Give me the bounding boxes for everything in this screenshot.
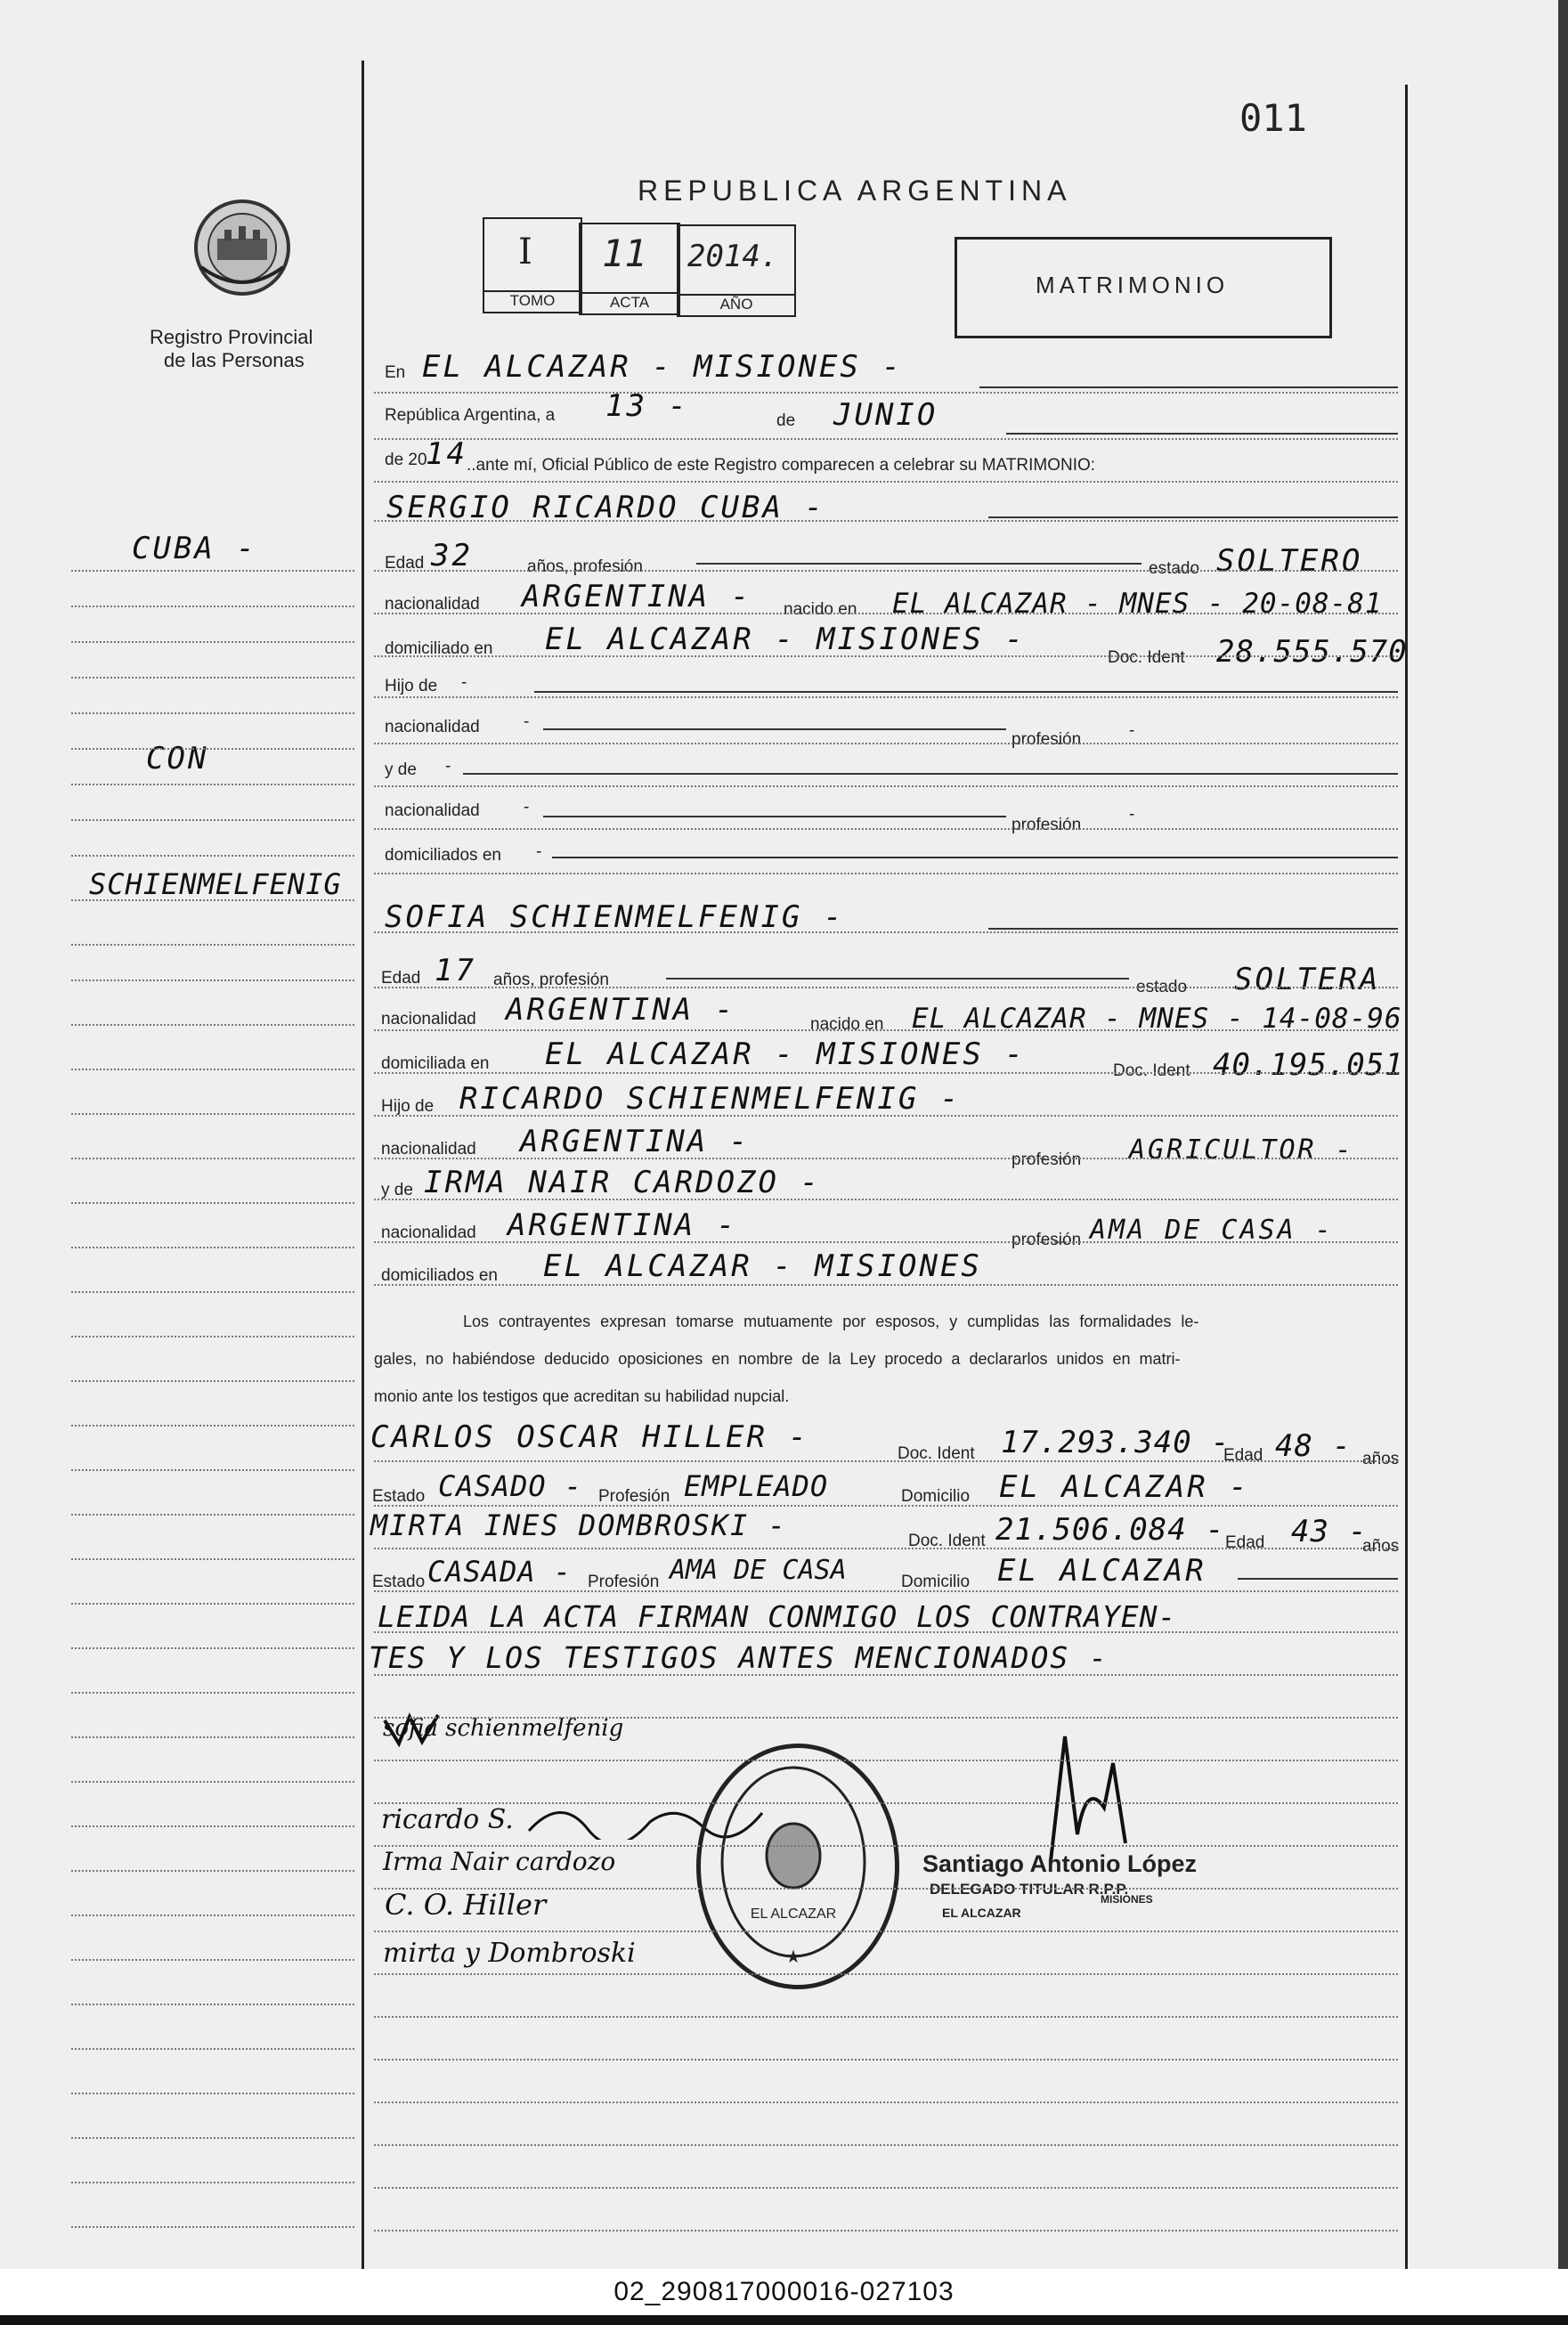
bride-hijo-label: Hijo de [381,1097,435,1116]
bride-name-line [988,928,1398,930]
tomo-box [483,217,582,313]
witness-1-domicilio: EL ALCAZAR - [999,1469,1250,1505]
ano-label: AÑO [678,294,794,313]
margin-ruled-line [71,1425,354,1427]
ruled-line [374,1072,1398,1074]
margin-note-bride-surname: SCHIENMELFENIG [89,867,342,901]
margin-ruled-line [71,1736,354,1738]
right-margin-rule [1405,85,1408,2284]
republica-label: República Argentina, a [385,406,556,425]
groom-doc: 28.555.570 [1216,634,1408,670]
witness-2-profesion: AMA DE CASA [670,1555,847,1586]
witness-2-doc: 21.506.084 - [995,1512,1225,1548]
ruled-line [374,987,1398,988]
witness-2-domicilio: EL ALCAZAR [997,1553,1206,1589]
bride-nacido-label: nacido en [810,1015,884,1034]
bride-prof-madre: AMA DE CASA - [1090,1215,1334,1246]
witness-2-doc-label: Doc. Ident [908,1532,986,1550]
margin-ruled-line [71,1247,354,1248]
ruled-line [374,1931,1398,1932]
bride-estado-label: estado [1136,978,1188,996]
witness-2-profesion-label: Profesión [588,1573,660,1591]
margin-ruled-line [71,1558,354,1560]
groom-edad-label: Edad [385,554,425,573]
groom-hijo: - [461,673,467,692]
margin-note-surname: CUBA - [132,531,257,566]
margin-ruled-line [71,2093,354,2094]
svg-text:★: ★ [785,1947,801,1967]
groom-nacido-label: nacido en [784,600,857,619]
witness-1-doc: 17.293.340 - [1001,1425,1231,1460]
place-line [979,386,1398,388]
ruled-line [374,613,1398,614]
witness-1-anos-label: años [1362,1450,1400,1468]
ruled-line [374,392,1398,394]
groom-hijo-line [534,691,1398,693]
ruled-line [374,828,1398,830]
margin-ruled-line [71,677,354,679]
bride-prof-madre-label: profesión [1011,1231,1082,1249]
bottom-border [0,2315,1568,2325]
signature-witness-1: C. O. Hiller [385,1888,547,1922]
margin-ruled-line [71,980,354,981]
official-title: DELEGADO TITULAR R.P.P. [930,1881,1129,1898]
ruled-line [374,1199,1398,1200]
witness-2-estado: CASADA - [427,1555,573,1589]
ruled-line [374,481,1398,483]
witness-1-edad-label: Edad [1223,1446,1263,1465]
ruled-line [374,2059,1398,2061]
official-name: Santiago Antonio López [922,1850,1197,1877]
margin-ruled-line [71,748,354,750]
groom-anos-profesion-label: años, profesión [527,557,643,576]
groom-profesion-line [696,563,1141,565]
ceremony-place: EL ALCAZAR - MISIONES - [422,349,903,385]
margin-ruled-line [71,784,354,785]
margin-ruled-line [71,570,354,572]
acta-box [579,223,680,315]
ano-box [677,224,796,317]
witness-1-estado-label: Estado [372,1487,426,1506]
bride-nac-padre-label: nacionalidad [381,1140,476,1158]
ruled-line [374,1158,1398,1159]
witness-1-name: CARLOS OSCAR HILLER - [370,1419,809,1455]
tomo-value: I [518,232,532,272]
ruled-line [374,696,1398,698]
margin-ruled-line [71,944,354,946]
ruled-line [374,1973,1398,1975]
margin-ruled-line [71,1959,354,1961]
declaration-line-3: monio ante los testigos que acreditan su habilidad nupcial. [374,1387,790,1405]
margin-ruled-line [71,1603,354,1605]
ruled-line [374,2230,1398,2232]
margin-ruled-line [71,641,354,643]
witness-1-age: 48 - [1275,1428,1352,1464]
groom-nac-madre-line [543,816,1006,817]
groom-yde-line [463,773,1398,775]
groom-doc-label: Doc. Ident [1108,648,1185,667]
closing-line-2: TES Y LOS TESTIGOS ANTES MENCIONADOS - [369,1640,1109,1675]
ceremony-year-suffix: 14 [426,436,467,472]
ruled-line [374,1115,1398,1117]
groom-domiciliados-line [552,857,1398,858]
ruled-line [374,570,1398,572]
bride-anos-profesion-label: años, profesión [493,971,609,989]
margin-ruled-line [71,1069,354,1070]
margin-ruled-line [71,1336,354,1337]
bride-estado: SOLTERA [1234,962,1381,997]
witness-1-doc-label: Doc. Ident [898,1444,975,1463]
ceremony-month: JUNIO [833,397,938,433]
ruled-line [374,743,1398,744]
registry-name-line2: de las Personas [164,349,305,371]
ruled-line [374,438,1398,440]
ruled-line [374,931,1398,933]
groom-nac-padre: - [524,712,530,731]
bride-prof-padre-label: profesión [1011,1150,1082,1169]
groom-prof-padre-label: profesión [1011,730,1082,749]
witness-2-domicilio-label: Domicilio [901,1573,971,1591]
ruled-line [374,2187,1398,2189]
margin-ruled-line [71,1158,354,1159]
ruled-line [374,1241,1398,1243]
witness-1-profesion: EMPLEADO [684,1469,829,1503]
groom-hijo-label: Hijo de [385,677,438,695]
month-line [1006,433,1398,435]
witness-1-estado: CASADO - [438,1469,583,1503]
signature-witness-2: mirta y Dombroski [383,1938,636,1969]
groom-yde: - [445,757,451,776]
ruled-line [374,1802,1398,1804]
bride-nac-madre-label: nacionalidad [381,1223,476,1242]
ano-value: 2014. [687,239,779,274]
ruled-line [374,1631,1398,1633]
signature-mother: Irma Nair cardozo [383,1847,616,1876]
bride-nac-madre: ARGENTINA - [508,1207,738,1243]
bride-domicilio-label: domiciliada en [381,1054,490,1073]
margin-ruled-line [71,1113,354,1115]
ruled-line [374,1460,1398,1462]
groom-domiciliados-label: domiciliados en [385,846,501,865]
ruled-line [374,2016,1398,2018]
left-margin-rule [362,61,364,2278]
groom-domicilio: EL ALCAZAR - MISIONES - [545,622,1026,657]
groom-prof-padre: - [1129,721,1135,740]
acta-label: ACTA [581,292,678,312]
bride-profesion-line [666,978,1129,980]
margin-ruled-line [71,1825,354,1827]
ruled-line [374,1760,1398,1761]
groom-yde-label: y de [385,760,417,779]
signature-father: ricardo S. [381,1804,514,1835]
groom-nacionalidad-label: nacionalidad [385,595,480,614]
ruled-line [374,785,1398,787]
form-type-box [955,237,1332,338]
witness-2-age: 43 - [1291,1514,1368,1549]
groom-nacido: EL ALCAZAR - MNES - 20-08-81 [892,588,1383,620]
margin-ruled-line [71,2226,354,2228]
margin-ruled-line [71,2137,354,2139]
margin-ruled-line [71,2048,354,2050]
margin-ruled-line [71,819,354,821]
acta-value: 11 [602,232,647,275]
ruled-line [374,1717,1398,1719]
registry-name-line1: Registro Provincial [150,326,313,348]
margin-ruled-line [71,1647,354,1649]
ruled-line [374,1845,1398,1847]
official-signature [1033,1727,1140,1870]
margin-ruled-line [71,899,354,901]
bride-nacido: EL ALCAZAR - MNES - 14-08-96 [912,1003,1402,1035]
en-label: En [385,363,406,382]
groom-nac-padre-label: nacionalidad [385,718,480,736]
groom-name-line [988,516,1398,518]
bride-doc-label: Doc. Ident [1113,1061,1190,1080]
groom-estado-label: estado [1149,559,1200,578]
witness-2-name: MIRTA INES DOMBROSKI - [370,1508,787,1542]
bride-age: 17 [435,953,476,988]
witness-2-domicilio-line [1238,1578,1398,1580]
ruled-line [374,1505,1398,1507]
margin-ruled-line [71,1514,354,1516]
bride-yde-label: y de [381,1181,413,1199]
tomo-label: TOMO [484,290,581,310]
bride-nacionalidad: ARGENTINA - [506,992,736,1028]
closing-line-1: LEIDA LA ACTA FIRMAN CONMIGO LOS CONTRAYEN- [378,1599,1177,1634]
groom-nac-madre: - [524,798,530,817]
bride-name: SOFIA SCHIENMELFENIG - [385,899,845,935]
margin-note-con: CON [146,741,209,776]
margin-ruled-line [71,1914,354,1916]
ruled-line [374,1548,1398,1549]
margin-ruled-line [71,712,354,714]
margin-ruled-line [71,2182,354,2183]
margin-ruled-line [71,855,354,857]
groom-nacionalidad: ARGENTINA - [522,579,752,614]
witness-1-profesion-label: Profesión [598,1487,670,1506]
bride-domiciliados-label: domiciliados en [381,1266,498,1285]
ruled-line [374,2144,1398,2146]
country-title: REPUBLICA ARGENTINA [638,175,1072,207]
groom-age: 32 [431,538,473,573]
ceremony-day: 13 - [605,388,689,424]
declaration-line-1: Los contrayentes expresan tomarse mutuamente por esposos, y cumplidas las formalidades le- [463,1313,1199,1330]
de-label: de [776,411,796,430]
groom-nac-padre-line [543,728,1006,730]
margin-ruled-line [71,1692,354,1694]
provincial-seal-logo [189,198,296,303]
margin-ruled-line [71,1870,354,1872]
margin-ruled-line [71,1380,354,1382]
margin-ruled-line [71,1781,354,1783]
groom-estado: SOLTERO [1216,543,1363,579]
bride-nacionalidad-label: nacionalidad [381,1010,476,1028]
ruled-line [374,1590,1398,1592]
bride-prof-padre: AGRICULTOR - [1129,1134,1354,1166]
groom-name: SERGIO RICARDO CUBA - [386,490,825,525]
ruled-line [374,1284,1398,1286]
svg-text:EL ALCAZAR: EL ALCAZAR [750,1906,837,1922]
registry-office-stamp [696,1744,899,1989]
margin-ruled-line [71,1024,354,1026]
margin-ruled-line [71,2004,354,2005]
page-number: 011 [1239,96,1307,140]
declaration-line-2: gales, no habiéndose deducido oposiciones en nombre de la Ley procedo a declararlos unidos en matri- [374,1350,1181,1368]
groom-prof-madre: - [1129,805,1135,824]
ruled-line [374,1029,1398,1031]
margin-ruled-line [71,606,354,607]
official-province: MISIONES [1101,1893,1153,1906]
bride-yde: IRMA NAIR CARDOZO - [424,1165,821,1200]
ruled-line [374,1674,1398,1676]
form-type-label: MATRIMONIO [1036,272,1230,298]
witness-2-anos-label: años [1362,1537,1400,1556]
ruled-line [374,2101,1398,2103]
witness-2-edad-label: Edad [1225,1533,1265,1552]
bride-domiciliados: EL ALCAZAR - MISIONES [543,1248,982,1284]
groom-domicilio-label: domiciliado en [385,639,493,658]
signature-bride: sofia schienmelfenig [383,1715,624,1742]
margin-ruled-line [71,1202,354,1204]
margin-ruled-line [71,1469,354,1471]
ruled-line [374,520,1398,522]
groom-domiciliados: - [536,842,542,861]
official-place: EL ALCAZAR [942,1906,1021,1920]
bride-hijo: RICARDO SCHIENMELFENIG - [459,1081,962,1117]
witness-2-estado-label: Estado [372,1573,426,1591]
witness-1-domicilio-label: Domicilio [901,1487,971,1506]
bride-edad-label: Edad [381,969,421,988]
groom-prof-madre-label: profesión [1011,816,1082,834]
ruled-line [374,1888,1398,1890]
bride-nac-padre: ARGENTINA - [520,1124,751,1159]
ruled-line [374,873,1398,874]
margin-ruled-line [71,1291,354,1293]
year-prefix: de 20 [385,451,427,469]
intro-text: ..ante mí, Oficial Público de este Registro comparecen a celebrar su MATRIMONIO: [467,456,1096,475]
ruled-line [374,655,1398,657]
bride-domicilio: EL ALCAZAR - MISIONES - [545,1036,1026,1072]
image-caption: 02_290817000016-027103 [0,2269,1568,2315]
bride-doc: 40.195.051 [1213,1047,1404,1083]
groom-nac-madre-label: nacionalidad [385,801,480,820]
